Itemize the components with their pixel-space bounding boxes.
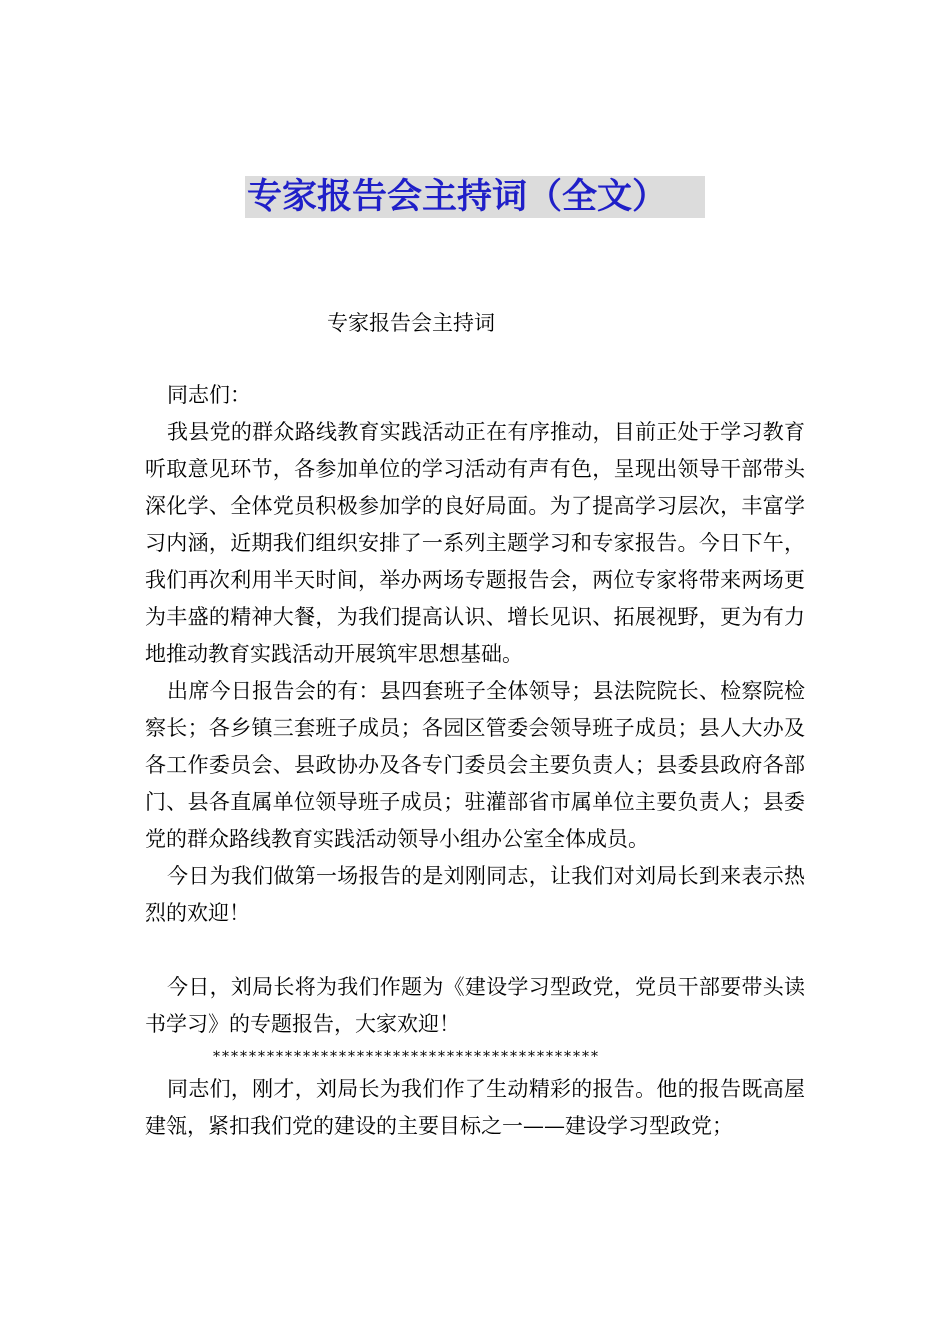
paragraph-intro: 我县党的群众路线教育实践活动正在有序推动，目前正处于学习教育听取意见环节，各参加单位的学习活动有声有色，呈现出领导干部带头深化学、全体党员积极参加学的良好局面。为了提高学习层次，丰富学习内涵，近期我们组织安排了一系列主题学习和专家报告。今日下午，我们再次利用半天时间，举办两场专题报告会，两位专家将带来两场更为丰盛的精神大餐，为我们提高认识、增长见识、拓展视野，更为有力地推动教育实践活动开展筑牢思想基础。 xyxy=(145,420,805,666)
salutation: 同志们： xyxy=(167,383,252,407)
document-body xyxy=(145,377,805,1145)
document-title: 专家报告会主持词（全文） xyxy=(245,176,705,218)
paragraph-welcome: 今日为我们做第一场报告的是刘刚同志，让我们对刘局长到来表示热烈的欢迎！ xyxy=(145,864,805,925)
paragraph-attendees: 出席今日报告会的有：县四套班子全体领导；县法院院长、检察院检察长；各乡镇三套班子成员；各园区管委会领导班子成员；县人大办及各工作委员会、县政协办及各专门委员会主要负责人；县委县政府各部门、县各直属单位领导班子成员；驻灌部省市属单位主要负责人；县委党的群众路线教育实践活动领导小组办公室全体成员。 xyxy=(145,679,805,851)
section-separator: ******************************************* xyxy=(213,1049,600,1065)
paragraph-report-topic: 今日，刘局长将为我们作题为《建设学习型政党，党员干部要带头读书学习》的专题报告，大家欢迎！ xyxy=(145,975,805,1036)
paragraph-summary: 同志们，刚才，刘局长为我们作了生动精彩的报告。他的报告既高屋建瓴，紧扣我们党的建设的主要目标之一——建设学习型政党； xyxy=(145,1077,805,1138)
document-subtitle: 专家报告会主持词 xyxy=(327,311,495,335)
